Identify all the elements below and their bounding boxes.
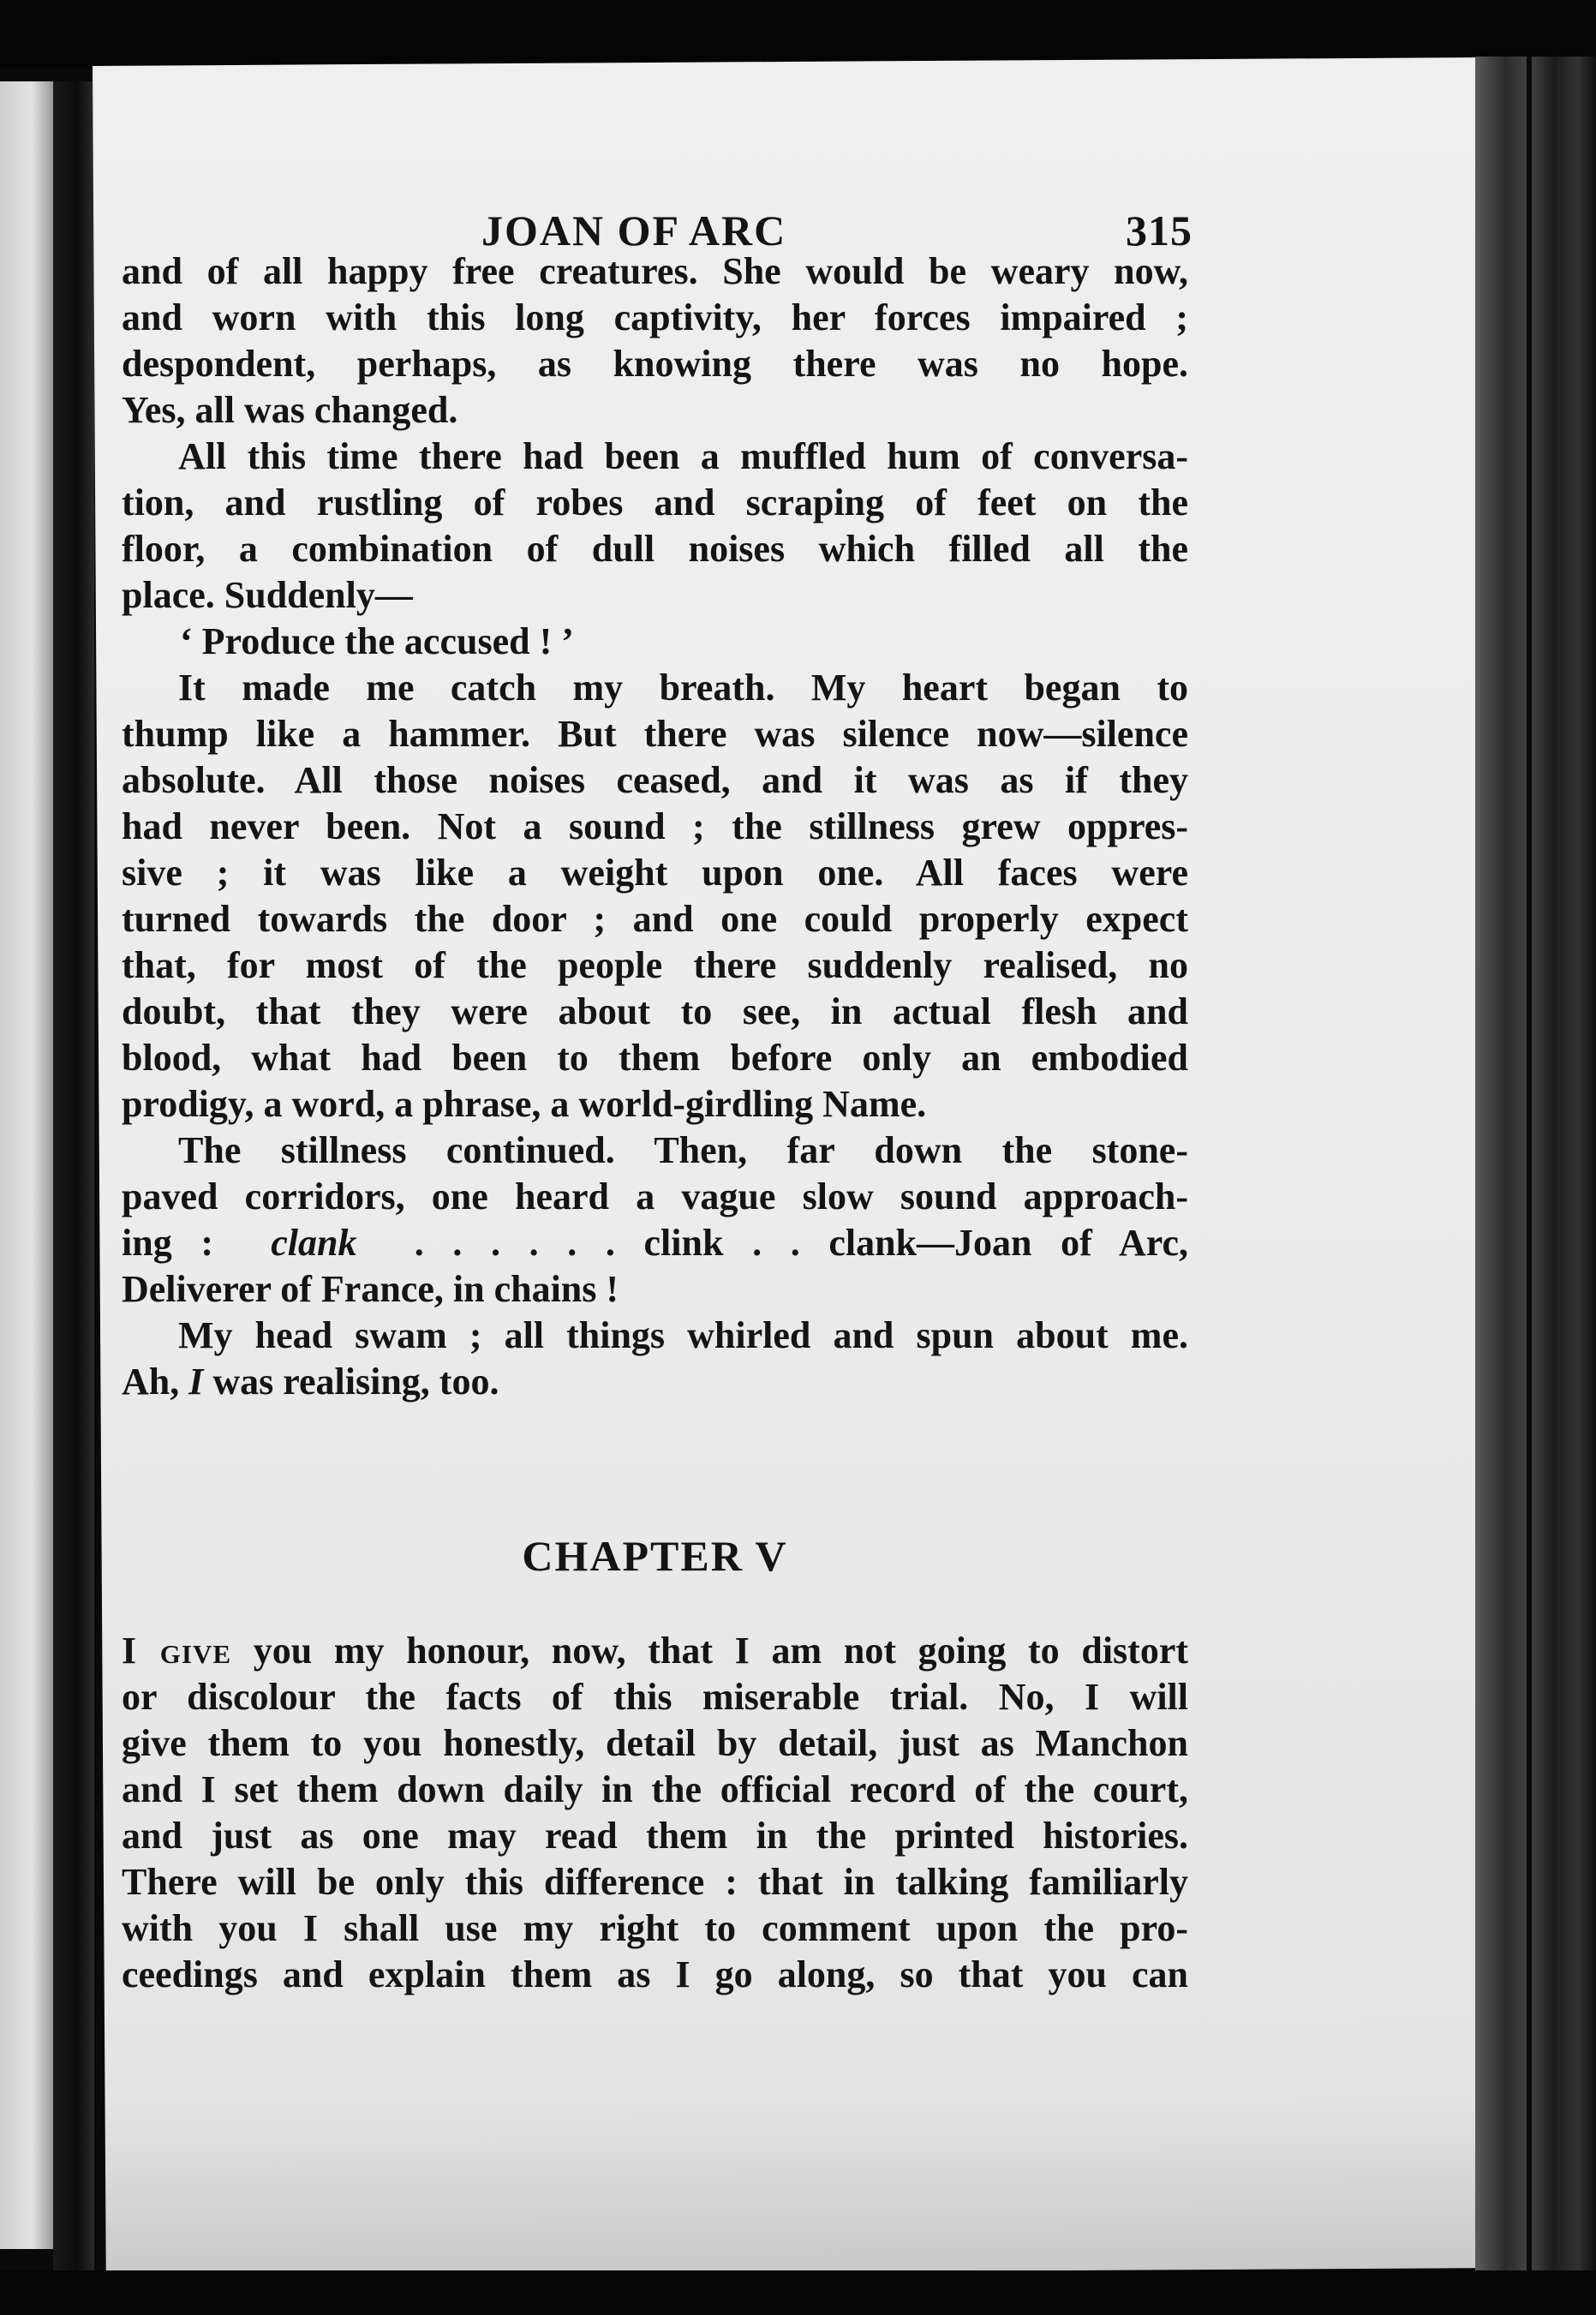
text-line-composite xyxy=(122,1220,1188,1266)
text-fragment: Ah, xyxy=(122,1361,180,1403)
text-line: ceedings and explain them as I go along, so that you can xyxy=(122,1953,1188,1995)
book-gutter xyxy=(53,81,94,2275)
text-line: prodigy, a word, a phrase, a world-girdling Name. xyxy=(122,1083,927,1125)
page-content xyxy=(122,154,1193,1998)
text-line: had never been. Not a sound ; the stillness grew oppres- xyxy=(122,805,1188,847)
text-line: blood, what had been to them before only an embodied xyxy=(122,1037,1188,1079)
text-fragment: you my honour, now, that I am not going to distort xyxy=(253,1630,1188,1672)
paragraph xyxy=(122,1128,1188,1313)
text-line: turned towards the door ; and one could properly expect xyxy=(122,898,1188,940)
text-line: place. Suddenly— xyxy=(122,574,413,616)
text-line: give them to you honestly, detail by detail, just as Manchon xyxy=(122,1722,1188,1764)
text-line: doubt, that they were about to see, in actual flesh and xyxy=(122,990,1188,1032)
quote-text: ‘ Produce the accused ! ’ xyxy=(180,620,574,662)
text-line: It made me catch my breath. My heart began to xyxy=(178,667,1188,709)
text-line: The stillness continued. Then, far down the stone- xyxy=(178,1129,1188,1171)
chapter-heading: CHAPTER V xyxy=(522,1532,788,1580)
text-line: and I set them down daily in the official record of the court, xyxy=(122,1768,1188,1810)
text-line: paved corridors, one heard a vague slow sound approach- xyxy=(122,1175,1188,1217)
text-line: My head swam ; all things whirled and spun about me. xyxy=(178,1314,1188,1356)
text-line: Deliverer of France, in chains ! xyxy=(122,1268,619,1310)
text-fragment: . . . . . . clink . . clank—Joan of Arc, xyxy=(414,1222,1189,1264)
paragraph xyxy=(122,665,1188,1128)
facing-page-edge xyxy=(0,81,53,2249)
paragraph xyxy=(122,434,1188,619)
text-line: with you I shall use my right to comment upon the pro- xyxy=(122,1907,1188,1949)
text-line: or discolour the facts of this miserable trial. No, I will xyxy=(122,1676,1188,1718)
text-line: that, for most of the people there suddenly realised, no xyxy=(122,944,1188,986)
text-line: thump like a hammer. But there was silence now—silence xyxy=(122,713,1188,755)
quoted-line xyxy=(122,619,1188,665)
italic-word: clank xyxy=(271,1222,357,1264)
text-line-composite xyxy=(122,1359,1188,1405)
text-line: and of all happy free creatures. She would be weary now, xyxy=(122,250,1188,292)
text-fragment: was realising, too. xyxy=(212,1361,499,1403)
running-title: JOAN OF ARC xyxy=(481,206,787,254)
opening-smallcaps: I give xyxy=(122,1630,232,1672)
text-line: despondent, perhaps, as knowing there was no hope. xyxy=(122,343,1188,385)
page-stack-edge xyxy=(1475,57,1596,2293)
text-line: and just as one may read them in the printed histories. xyxy=(122,1815,1188,1857)
text-line: Yes, all was changed. xyxy=(122,389,458,431)
text-line: floor, a combination of dull noises which filled all the xyxy=(122,528,1188,570)
text-fragment: ing : xyxy=(122,1222,213,1264)
italic-word: I xyxy=(188,1361,204,1403)
text-line: All this time there had been a muffled hum of conversa- xyxy=(178,435,1188,477)
text-line: and worn with this long captivity, her forces impaired ; xyxy=(122,296,1188,338)
paragraph-continued xyxy=(122,248,1188,434)
text-line-composite xyxy=(122,1628,1188,1674)
running-head xyxy=(122,154,1193,254)
scan-bottom-border xyxy=(0,2270,1596,2315)
page-number: 315 xyxy=(1126,206,1193,254)
text-line: absolute. All those noises ceased, and it was as if they xyxy=(122,759,1188,801)
paragraph xyxy=(122,1313,1188,1405)
text-line: There will be only this difference : that in talking familiarly xyxy=(122,1861,1188,1903)
text-line: sive ; it was like a weight upon one. All faces were xyxy=(122,852,1188,894)
chapter-paragraph xyxy=(122,1628,1188,1998)
text-line: tion, and rustling of robes and scraping of feet on the xyxy=(122,482,1188,523)
